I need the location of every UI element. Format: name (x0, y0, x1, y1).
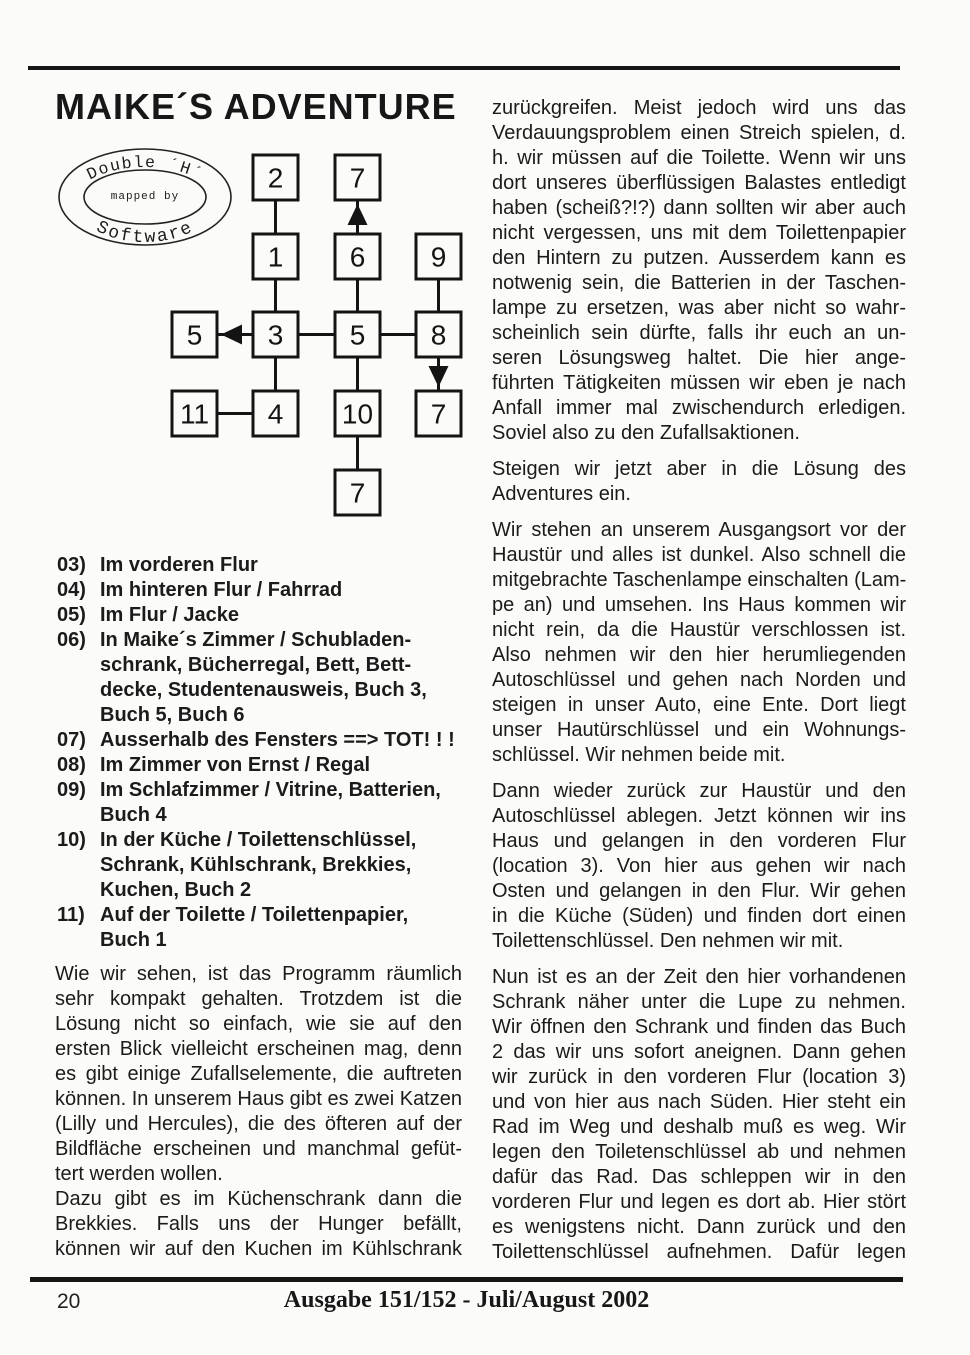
location-map-diagram (170, 153, 465, 519)
location-description-line: In Maike´s Zimmer / Schubladen- (100, 629, 412, 651)
text-line: unser Hautürschlüssel und ein Wohnungs- (492, 719, 906, 741)
text-line: Brekkies. Falls uns der Hunger befällt, (55, 1213, 462, 1235)
text-line: pe an) und umsehen. Ins Haus kommen wir (492, 594, 906, 616)
text-line: notwenig sein, die Batterien in der Taschen- (492, 272, 906, 294)
location-number: 07) (57, 729, 86, 751)
map-room-number: 4 (267, 398, 284, 430)
map-room-number: 5 (186, 319, 203, 351)
location-description-line: Buch 1 (100, 929, 167, 951)
text-line: Bildfläche erscheinen und manchmal gefüt- (55, 1138, 462, 1160)
location-list-item (57, 903, 467, 953)
map-room-number: 8 (430, 319, 447, 351)
text-line: lampe zu ersetzen, was aber nicht so wahr- (492, 297, 906, 319)
paragraph (492, 518, 906, 768)
text-line: führten Tätigkeiten müssen wir eben je nach (492, 372, 906, 394)
paragraph (492, 457, 906, 507)
map-room-number: 1 (267, 241, 284, 273)
text-line: (location 3). Von hier aus gehen wir nach (492, 855, 906, 877)
text-line: können. In unserem Haus gibt es zwei Katzen (55, 1088, 462, 1110)
location-description-line: Ausserhalb des Fensters ==> TOT! ! ! (100, 729, 455, 751)
text-line: Haustür und alles ist dunkel. Also schnell die (492, 544, 906, 566)
text-line: und von hier aus nach Süden. Hier steht ein (492, 1091, 906, 1113)
map-room-number: 10 (341, 398, 374, 430)
top-rule (28, 66, 900, 70)
location-description (100, 603, 467, 628)
text-line: Lösung nicht so einfach, wie sie auf den (55, 1013, 462, 1035)
map-room-number: 7 (349, 477, 366, 509)
map-room-number: 9 (430, 241, 447, 273)
text-line: wir zurück in den vorderen Flur (location 3) (492, 1066, 906, 1088)
text-line: es wenigstens nicht. Dann zurück und den (492, 1216, 906, 1238)
text-line: Wir stehen an unserem Ausgangsort vor der (492, 519, 906, 541)
location-number: 03) (57, 554, 86, 576)
footer-rule (30, 1277, 903, 1282)
text-line: h. wir müssen auf die Toilette. Wenn wir uns (492, 147, 906, 169)
location-description-line: Kuchen, Buch 2 (100, 879, 252, 901)
location-description-line: schrank, Bücherregal, Bett, Bett- (100, 654, 412, 676)
text-line: dafür das Rad. Das schleppen wir in den (492, 1166, 906, 1188)
location-description (100, 753, 467, 778)
text-line: Autoschlüssel ablegen. Jetzt können wir ins (492, 805, 906, 827)
text-line: Haus und gelangen in den vorderen Flur (492, 830, 906, 852)
logo-center-text: mapped by (110, 191, 180, 203)
text-line: ersten Blick vielleicht erscheinen mag, denn (55, 1038, 462, 1060)
text-line: mitgebrachte Taschenlampe einschalten (Lam- (492, 569, 907, 591)
text-line: schlüssel. Wir nehmen beide mit. (492, 744, 786, 766)
location-list-item (57, 628, 467, 728)
text-line: Anfall immer mal zwischendurch erledigen. (492, 397, 906, 419)
text-line: zurückgreifen. Meist jedoch wird uns das (492, 97, 906, 119)
article-title: MAIKE´S ADVENTURE (55, 86, 457, 127)
text-line: es gibt einige Zufallselemente, die auftreten (55, 1063, 462, 1085)
text-line: steigen in unser Auto, eine Ente. Dort liegt (492, 694, 906, 716)
location-number: 05) (57, 604, 86, 626)
text-line: Schrank näher unter die Lupe zu nehmen. (492, 991, 906, 1013)
location-description-line: Im hinteren Flur / Fahrrad (100, 579, 343, 601)
text-line: Wie wir sehen, ist das Programm räumlich (55, 963, 462, 985)
text-line: den Hintern zu putzen. Ausserdem kann es (492, 247, 906, 269)
text-line: Steigen wir jetzt aber in die Lösung des (492, 458, 906, 480)
location-description-line: Im Zimmer von Ernst / Regal (100, 754, 371, 776)
left-column-text (55, 962, 462, 1262)
map-room-number: 5 (349, 319, 366, 351)
text-line: (Lilly und Hercules), die des öfteren auf der (55, 1113, 462, 1135)
text-line: in die Küche (Süden) und finden dort einen (492, 905, 906, 927)
right-column-text (492, 96, 906, 1265)
text-line: legen den Toiletenschlüssel ab und nehmen (492, 1141, 906, 1163)
text-line: Nun ist es an der Zeit den hier vorhandenen (492, 966, 906, 988)
location-description (100, 578, 467, 603)
location-list-item (57, 753, 467, 778)
location-description-line: decke, Studentenausweis, Buch 3, (100, 679, 427, 701)
location-description-line: Buch 5, Buch 6 (100, 704, 245, 726)
text-line: sehr kompakt gehalten. Trotzdem ist die (55, 988, 462, 1010)
text-line: vorderen Flur und legen es dort ab. Hier stört (492, 1191, 906, 1213)
location-description-line: Im Schlafzimmer / Vitrine, Batterien, (100, 779, 441, 801)
location-description-line: Auf der Toilette / Toilettenpapier, (100, 904, 409, 926)
location-number: 09) (57, 779, 86, 801)
location-description (100, 778, 467, 828)
paragraph (492, 96, 906, 446)
paragraph (55, 962, 462, 1187)
map-room-number: 11 (179, 398, 210, 430)
location-description-line: Im vorderen Flur (100, 554, 258, 576)
text-line: Wir öffnen den Schrank und finden das Buch (492, 1016, 906, 1038)
location-description (100, 828, 467, 903)
paragraph (492, 965, 906, 1265)
map-room-number: 7 (349, 162, 366, 194)
location-description-line: Im Flur / Jacke (100, 604, 239, 626)
location-list (57, 553, 467, 953)
location-list-item (57, 778, 467, 828)
text-line: seren Lösungsweg haltet. Die hier ange- (492, 347, 906, 369)
location-description-line: Schrank, Kühlschrank, Brekkies, (100, 854, 412, 876)
text-line: Adventures ein. (492, 483, 631, 505)
text-line: Autoschlüssel und gehen nach Norden und (492, 669, 906, 691)
location-description (100, 553, 467, 578)
location-number: 06) (57, 629, 86, 651)
location-description (100, 628, 467, 728)
location-number: 11) (57, 904, 85, 926)
location-description-line: In der Küche / Toilettenschlüssel, (100, 829, 417, 851)
text-line: Also nehmen wir den hier herumliegenden (492, 644, 906, 666)
location-list-item (57, 728, 467, 753)
logo-bottom-text: Software (92, 217, 198, 248)
text-line: Soviel also zu den Zufallsaktionen. (492, 422, 800, 444)
location-list-item (57, 828, 467, 903)
map-direction-arrow (348, 204, 368, 225)
map-direction-arrow (429, 366, 449, 387)
text-line: können wir auf den Kuchen im Kühlschrank (55, 1238, 462, 1260)
map-room-number: 6 (349, 241, 366, 273)
map-room-number: 3 (267, 319, 284, 351)
text-line: Toilettenschlüssel aufnehmen. Dafür legen (492, 1241, 906, 1263)
paragraph (492, 779, 906, 954)
location-description-line: Buch 4 (100, 804, 167, 826)
text-line: Dazu gibt es im Küchenschrank dann die (55, 1188, 462, 1210)
map-room-number: 2 (267, 162, 284, 194)
text-line: Verdauungsproblem einen Streich spielen, d. (492, 122, 906, 144)
location-description (100, 728, 467, 753)
map-direction-arrow (221, 325, 242, 345)
logo-top-text: Double ´H´ (83, 152, 207, 185)
text-line: nicht rein, da die Haustür verschlossen ist. (492, 619, 906, 641)
text-line: Dann wieder zurück zur Haustür und den (492, 780, 906, 802)
text-line: Toilettenschlüssel. Den nehmen wir mit. (492, 930, 844, 952)
location-list-item (57, 578, 467, 603)
location-number: 10) (57, 829, 86, 851)
location-list-item (57, 603, 467, 628)
text-line: haben (scheiß?!?) dann sollten wir aber auch (492, 197, 906, 219)
text-line: nicht vergessen, uns mit dem Toilettenpapier (492, 222, 906, 244)
location-number: 04) (57, 579, 86, 601)
text-line: dort unseres überflüssigen Balastes entledigt (492, 172, 906, 194)
text-line: 2 das wir uns sofort aneignen. Dann gehen (492, 1041, 906, 1063)
location-list-item (57, 553, 467, 578)
map-room-number: 7 (430, 398, 447, 430)
text-line: Rad im Weg und deshalb muß es weg. Wir (492, 1116, 906, 1138)
location-description (100, 903, 467, 953)
paragraph (55, 1187, 462, 1262)
page-number: 20 (57, 1290, 81, 1313)
location-number: 08) (57, 754, 86, 776)
text-line: tert werden wollen. (55, 1163, 223, 1185)
text-line: scheinlich sein dürfte, falls ihr euch an un- (492, 322, 906, 344)
issue-line: Ausgabe 151/152 - Juli/August 2002 (283, 1287, 650, 1313)
text-line: Osten und gelangen in den Flur. Wir gehen (492, 880, 906, 902)
